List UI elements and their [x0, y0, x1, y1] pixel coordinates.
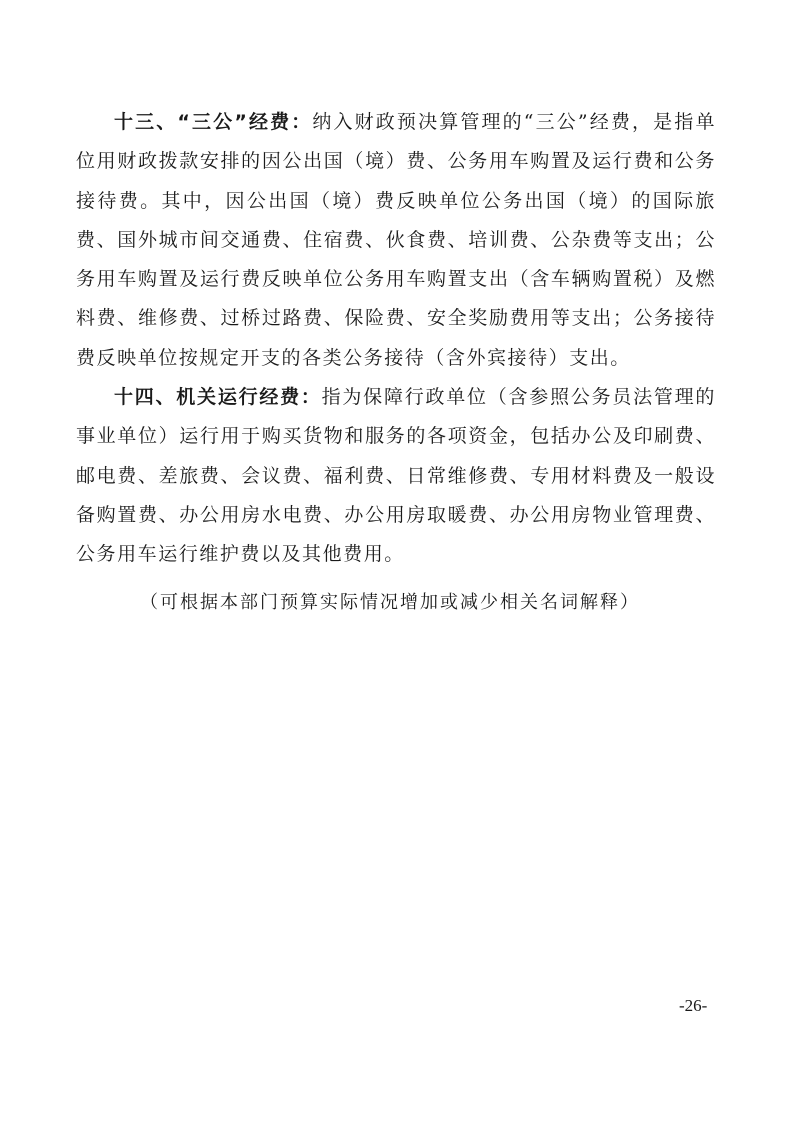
term-definition: 指为保障行政单位（含参照公务员法管理的事业单位）运行用于购买货物和服务的各项资金，包括办公及印刷费、邮电费、差旅费、会议费、福利费、日常维修费、专用材料费及一般设备购置费、办公用房水电费、办公用房取暖费、办公用房物业管理费、公务用车运行维护费以及其他费用。: [76, 386, 716, 566]
paragraph-three-public-expenses: [76, 103, 716, 378]
term-heading: 十三、“三公”经费：: [114, 111, 313, 133]
paragraph-agency-operating-expenses: [76, 378, 716, 574]
term-heading: 十四、机关运行经费：: [114, 386, 322, 408]
term-definition: 纳入财政预决算管理的“三公”经费，是指单位用财政拨款安排的因公出国（境）费、公务用车购置及运行费和公务接待费。其中，因公出国（境）费反映单位公务出国（境）的国际旅费、国外城市间交通费、住宿费、伙食费、培训费、公杂费等支出；公务用车购置及运行费反映单位公务用车购置支出（含车辆购置税）及燃料费、维修费、过桥过路费、保险费、安全奖励费用等支出；公务接待费反映单位按规定开支的各类公务接待（含外宾接待）支出。: [76, 111, 716, 369]
page-number: -26-: [679, 996, 708, 1015]
editorial-note: （可根据本部门预算实际情况增加或减少相关名词解释）: [140, 592, 640, 613]
